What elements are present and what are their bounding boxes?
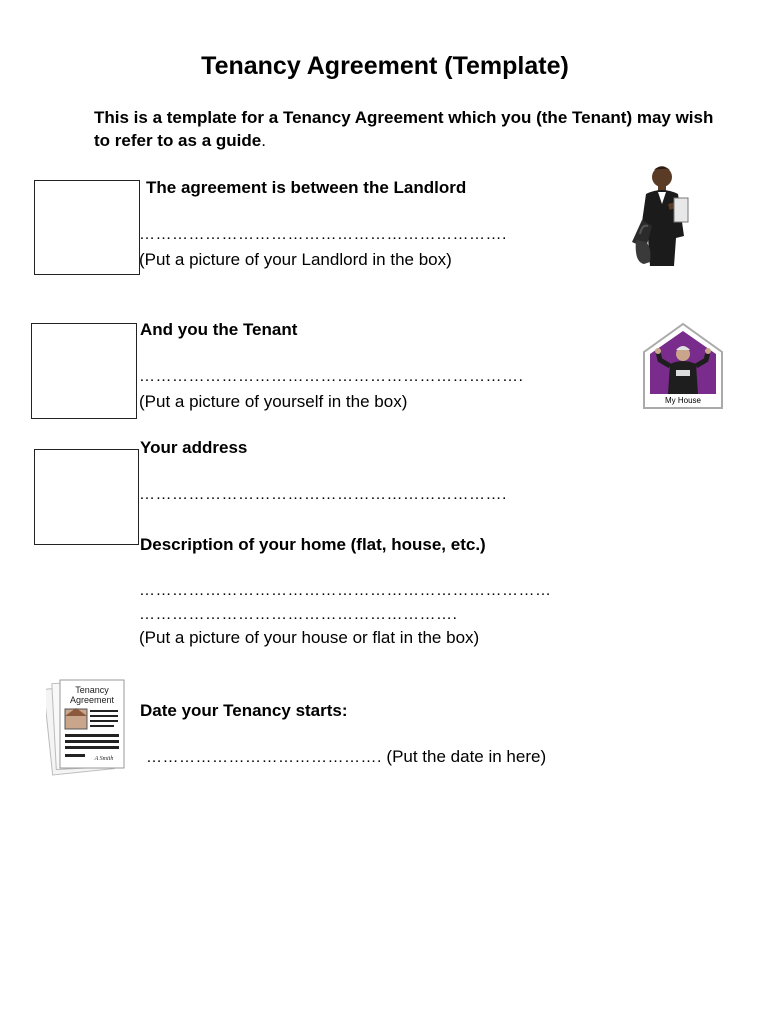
tenant-hint: (Put a picture of yourself in the box)	[139, 392, 408, 411]
my-house-label: My House	[664, 396, 702, 405]
landlord-hint: (Put a picture of your Landlord in the box)	[139, 250, 452, 269]
intro-period: .	[261, 131, 266, 150]
landlord-name-line[interactable]: ………………………………………………………….	[139, 226, 507, 243]
my-house-image	[642, 322, 724, 410]
tenant-picture-box[interactable]	[31, 323, 137, 419]
date-hint: (Put the date in here)	[386, 747, 547, 766]
tenancy-agreement-document-image	[46, 676, 130, 776]
document-title-line-1: Tenancy	[75, 685, 109, 695]
document-title-line-2: Agreement	[69, 695, 115, 705]
landlord-picture-box[interactable]	[34, 180, 140, 275]
page-title: Tenancy Agreement (Template)	[201, 52, 569, 80]
intro-text	[94, 106, 714, 152]
address-line[interactable]: ………………………………………………………….	[139, 486, 507, 503]
description-line-1[interactable]: …………………………………………………………………	[139, 582, 552, 599]
intro-sentence: This is a template for a Tenancy Agreement which you (the Tenant) may wish to refer to as a guide	[94, 108, 714, 150]
tenant-heading: And you the Tenant	[140, 320, 298, 339]
description-line-2[interactable]: ………………………………………………….	[139, 606, 458, 623]
date-heading: Date your Tenancy starts:	[140, 701, 348, 720]
document-signature: A Smith	[94, 756, 114, 762]
landlord-heading: The agreement is between the Landlord	[146, 178, 467, 197]
date-line[interactable]: …………………………………….	[146, 749, 382, 766]
description-hint: (Put a picture of your house or flat in the box)	[139, 628, 480, 647]
address-heading: Your address	[140, 438, 248, 457]
tenant-name-line[interactable]: …………………………………………………………….	[139, 368, 524, 385]
address-picture-box[interactable]	[34, 449, 139, 545]
description-heading: Description of your home (flat, house, etc.)	[140, 535, 486, 554]
landlord-figure-image	[628, 164, 694, 268]
date-entry-row	[146, 747, 546, 767]
